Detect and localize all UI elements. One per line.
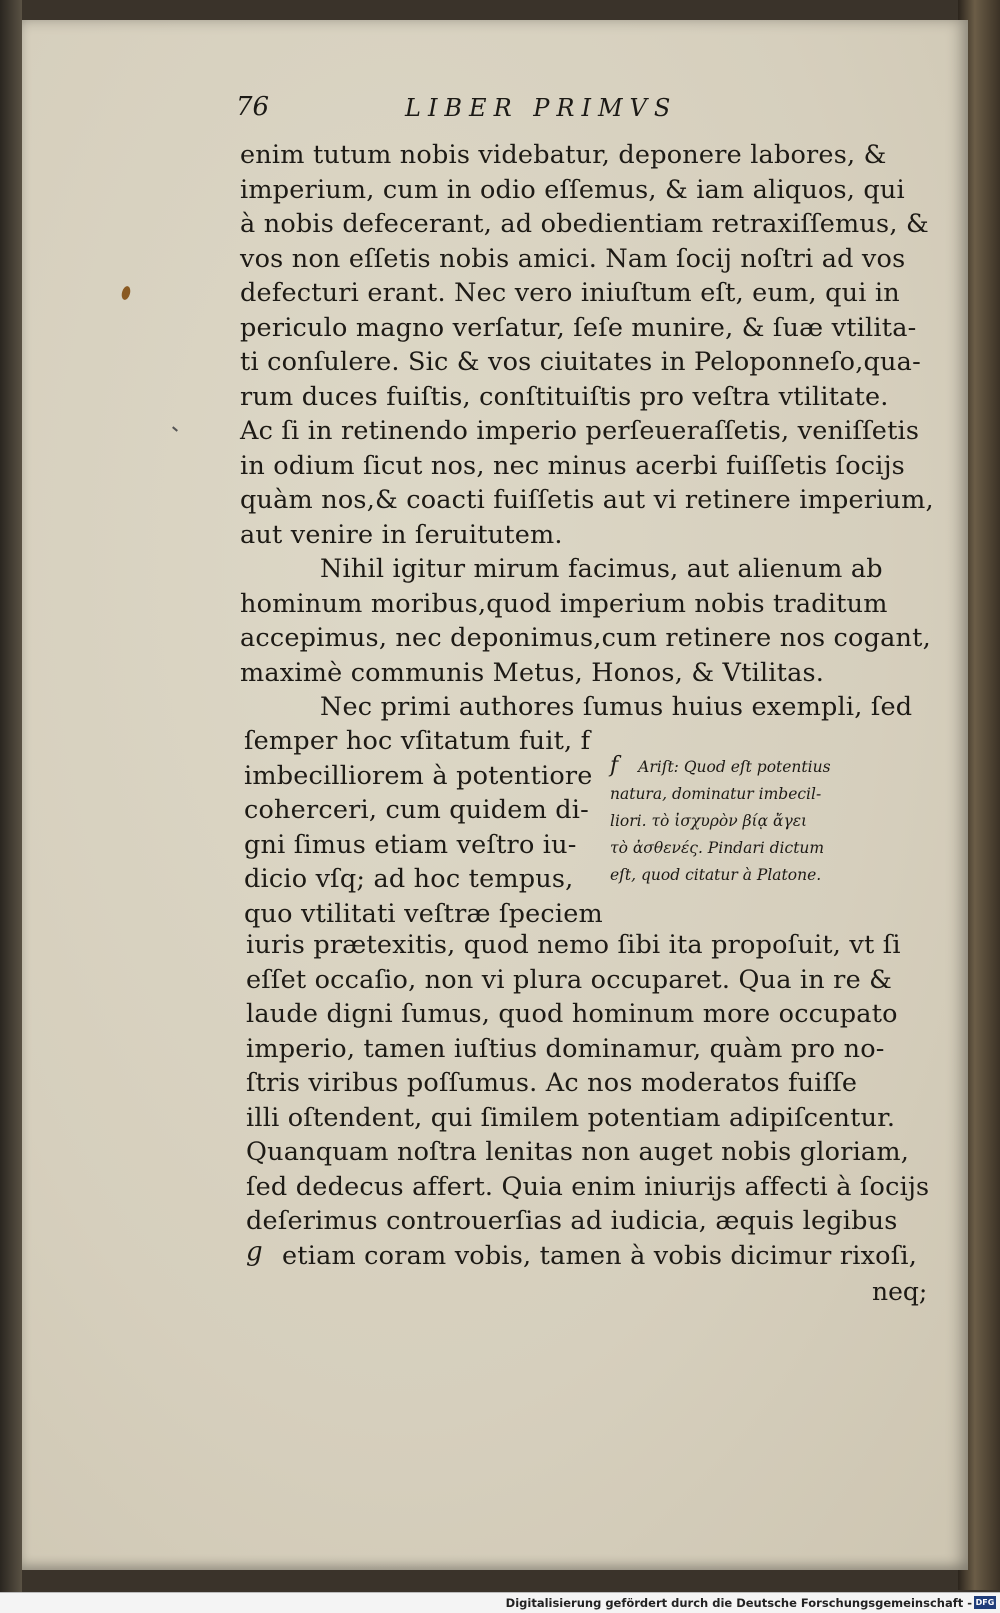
text-line: quàm nos,& coacti fuiſſetis aut vi retinere imperium, [240,485,934,515]
text-line: eſſet occaſio, non vi plura occuparet. Qua in re & [246,964,893,995]
page-header [0,92,1000,132]
page-number: 76 [236,92,270,122]
body-text-narrow [244,724,603,931]
text-line: gni ſimus etiam veſtro iu- [244,829,577,860]
text-line: ſed dedecus affert. Quia enim iniurijs affecti à ſocijs [246,1171,930,1202]
text-line: Nihil igitur mirum facimus, aut alienum ab [320,554,883,584]
text-line: ſemper hoc vſitatum fuit, f [244,726,591,756]
text-line: accepimus, nec deponimus,cum retinere nos cogant, [240,623,931,653]
body-text-top [240,138,934,725]
text-line: illi oſtendent, qui ſimilem potentiam adipiſcentur. [246,1102,896,1133]
text-line: Nec primi authores ſumus huius exempli, ſed [320,692,913,722]
text-line: Quanquam noſtra lenitas non auget nobis gloriam, [246,1137,910,1167]
margin-letter-g: g [246,1237,263,1267]
text-line: defecturi erant. Nec vero iniuſtum eſt, eum, qui in [240,278,900,308]
text-line: rum duces fuiſtis, conſtituiſtis pro veſtra vtilitate. [240,381,889,412]
footer-credit: Digitalisierung gefördert durch die Deutsche Forschungsgemeinschaft - [505,1596,972,1610]
note-line: liori. τὸ ἰσχυρὸν βίᾳ ἄγει [610,812,808,830]
dfg-logo: DFG [975,1598,995,1607]
note-line: eſt, quod citatur à Platone. [610,866,822,884]
note-line: τὸ ἀσθενές. Pindari dictum [610,839,825,857]
text-line: dicio vſq; ad hoc tempus, [244,864,574,894]
text-line: vos non eſſetis nobis amici. Nam ſocij noſtri ad vos [240,243,906,274]
text-line: ti conſulere. Sic & vos ciuitates in Peloponneſo,qua- [240,347,921,377]
text-line: à nobis defecerant, ad obedientiam retraxiſſemus, & [240,209,929,239]
text-line: enim tutum nobis videbatur, deponere labores, & [240,140,887,170]
text-line: imbecilliorem à potentiore [244,760,593,791]
text-line: hominum moribus,quod imperium nobis traditum [240,588,888,619]
text-line: etiam coram vobis, tamen à vobis dicimur rixoſi, [282,1240,918,1271]
text-line: iuris prætexitis, quod nemo ſibi ita propoſuit, vt ſi [246,930,901,960]
text-line: imperium, cum in odio eſſemus, & iam aliquos, qui [240,174,905,205]
text-line: maximè communis Metus, Honos, & Vtilitas. [240,657,825,688]
text-line: periculo magno verſatur, ſeſe munire, & ſuæ vtilita- [240,312,917,343]
note-marker: f [610,753,619,778]
text-line: imperio, tamen iuſtius dominamur, quàm pro no- [246,1033,885,1064]
catchword: neq; [872,1277,928,1306]
text-line: coherceri, cum quidem di- [244,795,589,825]
text-line: ſtris viribus poſſumus. Ac nos moderatos fuiſſe [246,1068,858,1098]
footer-bar [0,1592,1000,1613]
margin-note [610,752,920,889]
running-title: LIBER PRIMVS [405,94,678,122]
book-gutter-left [0,0,22,1612]
text-line: in odium ſicut nos, nec minus acerbi fuiſſetis ſocijs [240,450,905,481]
note-line: f Ariſt: Quod eſt potentius [610,753,831,778]
text-line: aut venire in ſeruitutem. [240,519,563,550]
note-line: natura, dominatur imbecil- [610,785,822,803]
text-line: quo vtilitati veſtræ ſpeciem [244,898,603,929]
text-line: laude digni ſumus, quod hominum more occupato [246,999,898,1029]
text-line: deſerimus controuerſias ad iudicia, æquis legibus [246,1206,898,1236]
body-text-bottom [246,928,929,1273]
text-line: Ac ſi in retinendo imperio perſeueraſſetis, veniſſetis [240,416,920,446]
